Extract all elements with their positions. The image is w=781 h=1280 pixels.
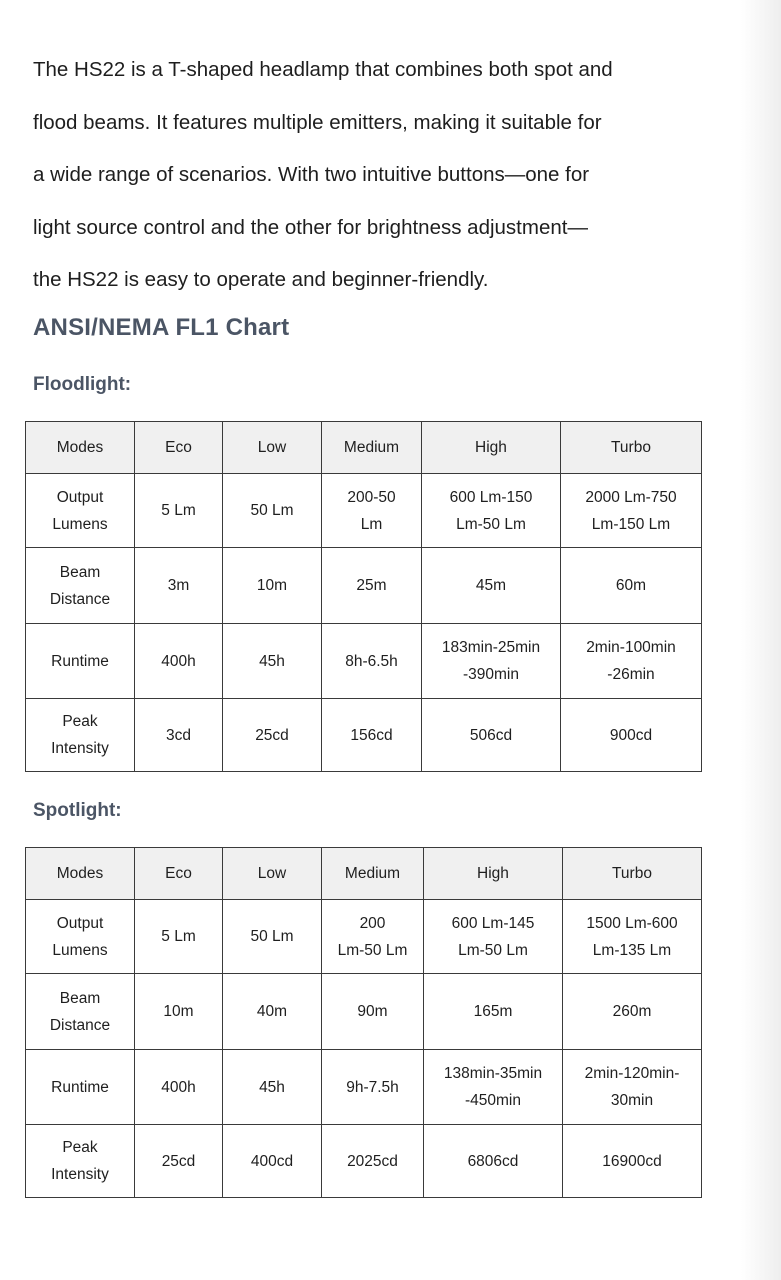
spotlight-value-cell bbox=[223, 1050, 322, 1125]
spotlight-value-cell bbox=[223, 900, 322, 974]
cell-value-line: 2000 Lm-750 bbox=[585, 488, 677, 506]
floodlight-value-cell bbox=[561, 624, 702, 699]
floodlight-table-row bbox=[26, 548, 702, 624]
cell-value-line: 25cd bbox=[255, 726, 289, 744]
floodlight-table bbox=[25, 421, 702, 772]
cell-value-line: 25cd bbox=[161, 1152, 196, 1170]
spotlight-row-label bbox=[26, 1050, 135, 1125]
floodlight-header-cell: Low bbox=[223, 422, 322, 474]
cell-value-line: 2min-120min- bbox=[584, 1065, 680, 1082]
cell-value-line: 10m bbox=[256, 577, 288, 594]
cell-value-line: -390min bbox=[463, 666, 519, 683]
cell-value-line: 6806cd bbox=[467, 1152, 519, 1170]
row-label-line: Lumens bbox=[52, 941, 108, 959]
cell-value-line: 600 Lm-150 bbox=[449, 488, 533, 506]
floodlight-row-label bbox=[26, 548, 135, 624]
cell-value-line: 138min-35min bbox=[443, 1065, 543, 1082]
spotlight-value-cell bbox=[563, 900, 702, 974]
intro-line: flood beams. It features multiple emitters, making it suitable for bbox=[33, 110, 602, 134]
spotlight-value-cell bbox=[322, 1050, 424, 1125]
cell-value-line: 50 Lm bbox=[250, 502, 294, 519]
cell-value-line: 25m bbox=[356, 577, 387, 594]
spotlight-header-cell: Turbo bbox=[563, 848, 702, 900]
floodlight-label: Floodlight: bbox=[33, 374, 132, 395]
cell-value-line: 506cd bbox=[469, 726, 513, 744]
floodlight-header-row bbox=[26, 422, 702, 474]
floodlight-header-cell: High bbox=[422, 422, 561, 474]
cell-value-line: 3cd bbox=[166, 726, 191, 744]
spotlight-header-cell: Eco bbox=[135, 848, 223, 900]
cell-value-line: 90m bbox=[357, 1003, 388, 1020]
spotlight-value-cell bbox=[223, 1125, 322, 1198]
floodlight-header-cell: Turbo bbox=[561, 422, 702, 474]
spotlight-value-cell bbox=[135, 900, 223, 974]
cell-value-line: 45m bbox=[475, 577, 507, 594]
cell-value-line: -450min bbox=[465, 1092, 521, 1109]
cell-value-line: 10m bbox=[163, 1003, 194, 1020]
floodlight-value-cell bbox=[322, 474, 422, 548]
row-label-line: Intensity bbox=[51, 740, 109, 757]
cell-value-line: 400cd bbox=[250, 1152, 294, 1170]
spotlight-row-label bbox=[26, 1125, 135, 1198]
row-label-line: Runtime bbox=[51, 652, 109, 670]
row-label-line: Output bbox=[56, 914, 104, 932]
spotlight-value-cell bbox=[424, 1050, 563, 1125]
cell-value-line: 200 bbox=[359, 914, 386, 932]
intro-line: a wide range of scenarios. With two intuitive buttons—one for bbox=[33, 163, 590, 186]
floodlight-row-label bbox=[26, 474, 135, 548]
cell-value-line: 183min-25min bbox=[441, 639, 541, 656]
floodlight-header-cell: Medium bbox=[322, 422, 422, 474]
cell-value-line: 16900cd bbox=[602, 1152, 662, 1170]
floodlight-value-cell bbox=[322, 624, 422, 699]
floodlight-value-cell bbox=[135, 548, 223, 624]
spotlight-value-cell bbox=[424, 974, 563, 1050]
cell-value-line: 156cd bbox=[350, 726, 393, 744]
spotlight-value-cell bbox=[322, 974, 424, 1050]
floodlight-value-cell bbox=[561, 699, 702, 772]
spotlight-header-cell: Low bbox=[223, 848, 322, 900]
row-label-line: Output bbox=[56, 488, 104, 506]
spotlight-header-row bbox=[26, 848, 702, 900]
cell-value-line: 9h-7.5h bbox=[346, 1078, 399, 1096]
cell-value-line: 3m bbox=[167, 577, 190, 594]
floodlight-value-cell bbox=[135, 474, 223, 548]
row-label-line: Lumens bbox=[52, 515, 108, 533]
row-label-line: Intensity bbox=[51, 1166, 109, 1183]
spotlight-value-cell bbox=[322, 1125, 424, 1198]
row-label-line: Peak bbox=[62, 1139, 98, 1156]
cell-value-line: 260m bbox=[612, 1003, 652, 1020]
cell-value-line: 45h bbox=[259, 1078, 285, 1096]
floodlight-value-cell bbox=[422, 548, 561, 624]
floodlight-value-cell bbox=[223, 474, 322, 548]
spotlight-table-row bbox=[26, 900, 702, 974]
cell-value-line: 5 Lm bbox=[161, 502, 196, 519]
spotlight-header-cell: Medium bbox=[322, 848, 424, 900]
spotlight-value-cell bbox=[135, 974, 223, 1050]
cell-value-line: -26min bbox=[607, 666, 655, 683]
intro-line: light source control and the other for brightness adjustment— bbox=[33, 215, 588, 239]
cell-value-line: 165m bbox=[473, 1003, 513, 1020]
cell-value-line: 60m bbox=[615, 577, 647, 594]
cell-value-line: 2025cd bbox=[347, 1152, 398, 1170]
cell-value-line: Lm-135 Lm bbox=[592, 941, 672, 959]
cell-value-line: Lm-50 Lm bbox=[337, 941, 408, 959]
spotlight-value-cell bbox=[135, 1125, 223, 1198]
row-label-line: Peak bbox=[62, 713, 98, 730]
spotlight-value-cell bbox=[563, 974, 702, 1050]
cell-value-line: 8h-6.5h bbox=[345, 652, 398, 670]
spotlight-value-cell bbox=[563, 1125, 702, 1198]
floodlight-value-cell bbox=[322, 699, 422, 772]
chart-heading: ANSI/NEMA FL1 Chart bbox=[33, 314, 290, 341]
spotlight-value-cell bbox=[223, 974, 322, 1050]
row-label-line: Runtime bbox=[51, 1078, 109, 1096]
cell-value-line: 45h bbox=[259, 652, 285, 670]
spotlight-header-cell: Modes bbox=[26, 848, 135, 900]
floodlight-value-cell bbox=[422, 474, 561, 548]
floodlight-table-row bbox=[26, 474, 702, 548]
spotlight-table-row bbox=[26, 1125, 702, 1198]
spotlight-header-cell: High bbox=[424, 848, 563, 900]
floodlight-value-cell bbox=[223, 624, 322, 699]
cell-value-line: Lm-50 Lm bbox=[458, 941, 528, 959]
cell-value-line: 50 Lm bbox=[250, 928, 294, 945]
spotlight-row-label bbox=[26, 974, 135, 1050]
cell-value-line: 1500 Lm-600 bbox=[586, 914, 678, 932]
floodlight-row-label bbox=[26, 624, 135, 699]
spotlight-table-row bbox=[26, 974, 702, 1050]
spotlight-label: Spotlight: bbox=[33, 800, 122, 821]
floodlight-value-cell bbox=[561, 548, 702, 624]
spotlight-value-cell bbox=[135, 1050, 223, 1125]
spotlight-value-cell bbox=[424, 900, 563, 974]
floodlight-header-cell: Modes bbox=[26, 422, 135, 474]
floodlight-value-cell bbox=[422, 624, 561, 699]
cell-value-line: 900cd bbox=[609, 726, 653, 744]
spotlight-table bbox=[25, 847, 702, 1198]
floodlight-row-label bbox=[26, 699, 135, 772]
intro-line: the HS22 is easy to operate and beginner-friendly. bbox=[33, 268, 489, 291]
cell-value-line: 2min-100min bbox=[586, 639, 676, 656]
cell-value-line: 30min bbox=[610, 1092, 654, 1109]
spotlight-value-cell bbox=[322, 900, 424, 974]
floodlight-value-cell bbox=[422, 699, 561, 772]
floodlight-value-cell bbox=[223, 699, 322, 772]
intro-line: The HS22 is a T-shaped headlamp that combines both spot and bbox=[33, 58, 613, 81]
floodlight-value-cell bbox=[322, 548, 422, 624]
floodlight-table-row bbox=[26, 699, 702, 772]
cell-value-line: 200-50 bbox=[347, 488, 396, 506]
cell-value-line: Lm-50 Lm bbox=[456, 515, 526, 533]
floodlight-value-cell bbox=[135, 699, 223, 772]
floodlight-value-cell bbox=[561, 474, 702, 548]
spotlight-value-cell bbox=[563, 1050, 702, 1125]
row-label-line: Beam bbox=[59, 563, 101, 581]
row-label-line: Distance bbox=[49, 590, 111, 608]
cell-value-line: Lm bbox=[360, 515, 383, 533]
row-label-line: Beam bbox=[59, 989, 101, 1007]
cell-value-line: Lm-150 Lm bbox=[591, 515, 671, 533]
cell-value-line: 400h bbox=[161, 1078, 196, 1096]
cell-value-line: 600 Lm-145 bbox=[451, 914, 535, 932]
row-label-line: Distance bbox=[49, 1016, 111, 1034]
cell-value-line: 5 Lm bbox=[161, 928, 196, 945]
spotlight-row-label bbox=[26, 900, 135, 974]
spotlight-value-cell bbox=[424, 1125, 563, 1198]
floodlight-table-row bbox=[26, 624, 702, 699]
floodlight-value-cell bbox=[135, 624, 223, 699]
intro-paragraph bbox=[33, 44, 753, 307]
cell-value-line: 40m bbox=[256, 1003, 288, 1020]
cell-value-line: 400h bbox=[161, 652, 196, 670]
floodlight-header-cell: Eco bbox=[135, 422, 223, 474]
floodlight-value-cell bbox=[223, 548, 322, 624]
spotlight-table-row bbox=[26, 1050, 702, 1125]
